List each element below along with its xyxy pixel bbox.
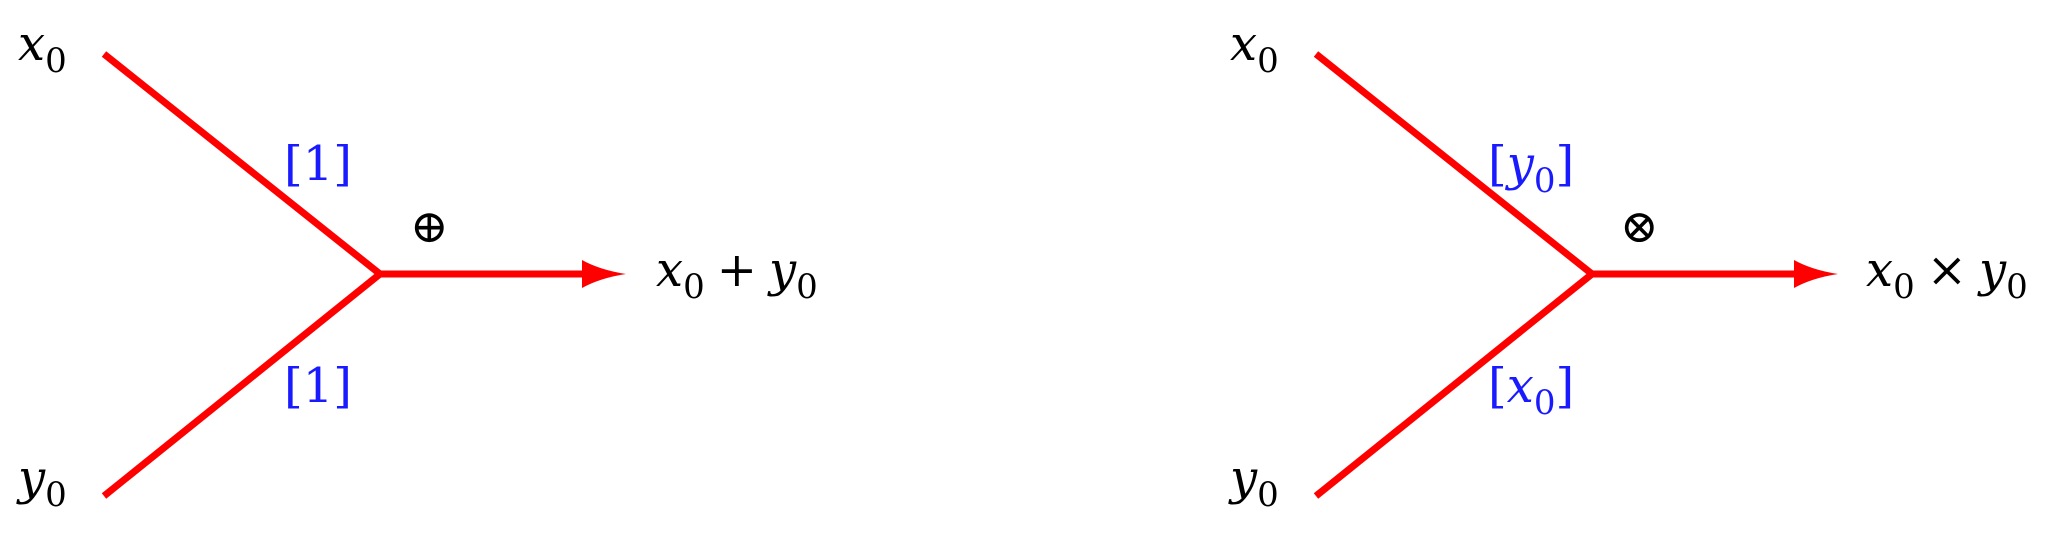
output-arrowhead-icon bbox=[582, 260, 626, 288]
weight-bottom-label: [1] bbox=[284, 358, 353, 414]
weight-bottom-label: $[x_0]$ bbox=[1488, 358, 1575, 423]
output-label: $x_0 + y_0$ bbox=[656, 242, 818, 307]
output-label: $x_0 \times y_0$ bbox=[1866, 242, 2028, 307]
multiplication-diagram bbox=[1228, 16, 2028, 515]
addition-diagram bbox=[16, 16, 818, 515]
operator-plus-icon: ⊕ bbox=[410, 199, 449, 253]
input-bottom-label: $y_0$ bbox=[1230, 450, 1279, 515]
input-top-label: $x_0$ bbox=[18, 16, 67, 81]
output-arrowhead-icon bbox=[1794, 260, 1838, 288]
operator-times-icon: ⊗ bbox=[1620, 199, 1659, 253]
weight-top-label: $[y_0]$ bbox=[1488, 136, 1575, 201]
input-top-label: $x_0$ bbox=[1230, 16, 1279, 81]
weight-top-label: [1] bbox=[284, 136, 353, 192]
input-bottom-label: $y_0$ bbox=[18, 450, 67, 515]
